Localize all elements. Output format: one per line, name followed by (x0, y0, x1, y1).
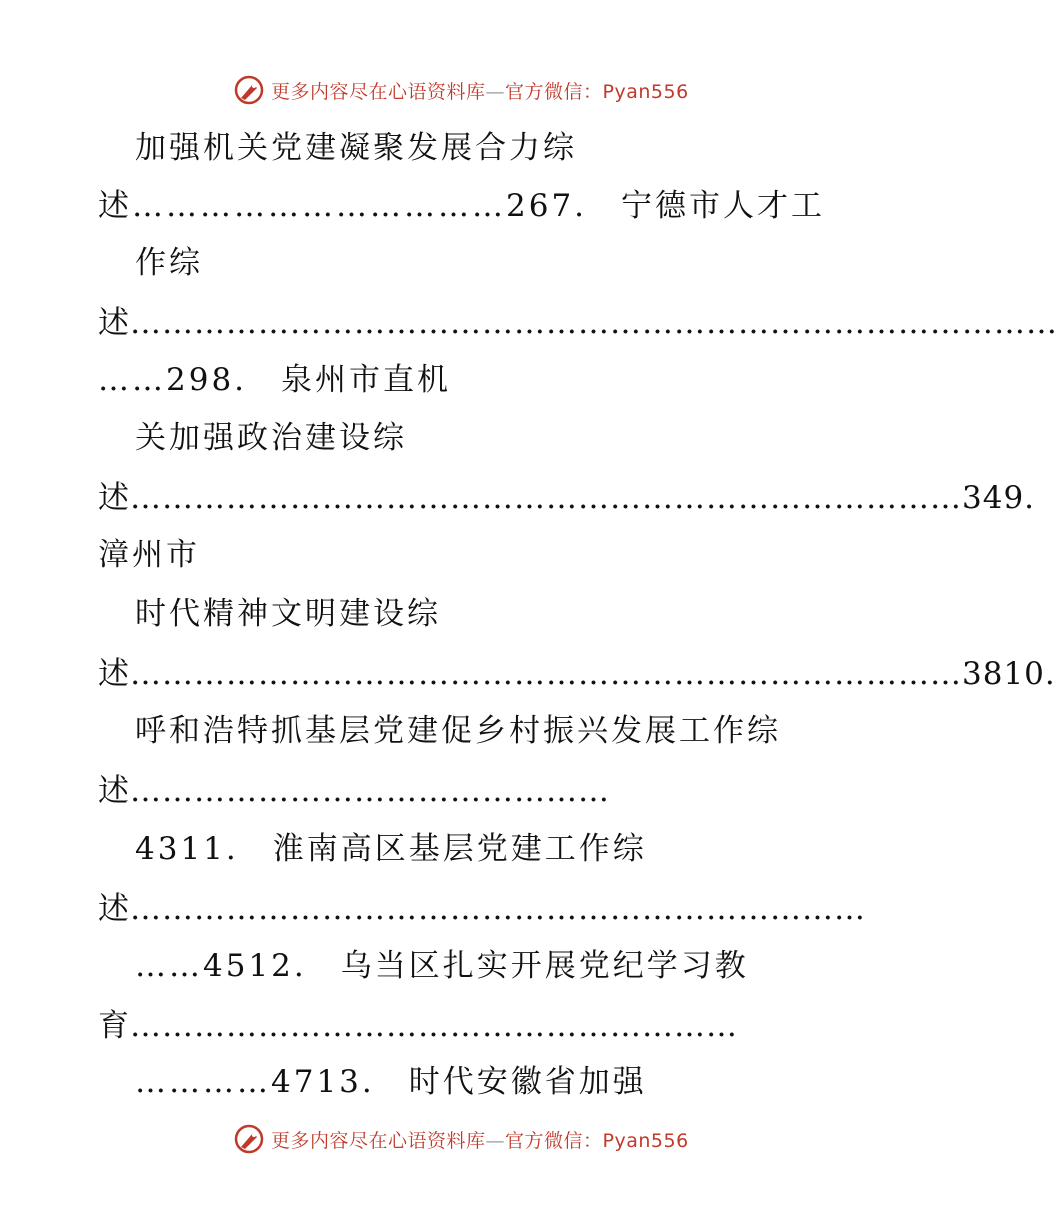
toc-line: 述…………………………………………………………………………… (98, 305, 1058, 341)
toc-line: 作综 (135, 245, 203, 281)
watermark-text: 更多内容尽在心语资料库—官方微信：Pyan556 (271, 1129, 689, 1152)
toc-line: 关加强政治建设综 (135, 420, 407, 456)
toc-line: ……298. 泉州市直机 (98, 362, 452, 398)
toc-line: ……4512. 乌当区扎实开展党纪学习教 (135, 948, 749, 984)
pen-nib-seal-icon (233, 1123, 265, 1155)
toc-line: 述……………………………………… (98, 773, 610, 809)
toc-line: 漳州市 (98, 537, 200, 573)
toc-line: 4311. 淮南高区基层党建工作综 (135, 831, 647, 867)
watermark-banner-bottom (233, 1122, 689, 1156)
toc-line: …………4713. 时代安徽省加强 (135, 1064, 647, 1100)
toc-line: 述……………………………………………………………………3810. (98, 656, 1056, 692)
toc-line: 述……………………………………………………………………349. (98, 480, 1036, 516)
toc-line: 呼和浩特抓基层党建促乡村振兴发展工作综 (135, 713, 781, 749)
toc-line: 育………………………………………………… (98, 1008, 738, 1044)
toc-line: 述……………………………267. 宁德市人才工 (98, 188, 826, 224)
toc-line: 加强机关党建凝聚发展合力综 (135, 130, 577, 166)
toc-line: 述…………………………………………………………… (98, 891, 866, 927)
toc-line: 时代精神文明建设综 (135, 596, 441, 632)
watermark-text: 更多内容尽在心语资料库—官方微信：Pyan556 (271, 80, 689, 103)
